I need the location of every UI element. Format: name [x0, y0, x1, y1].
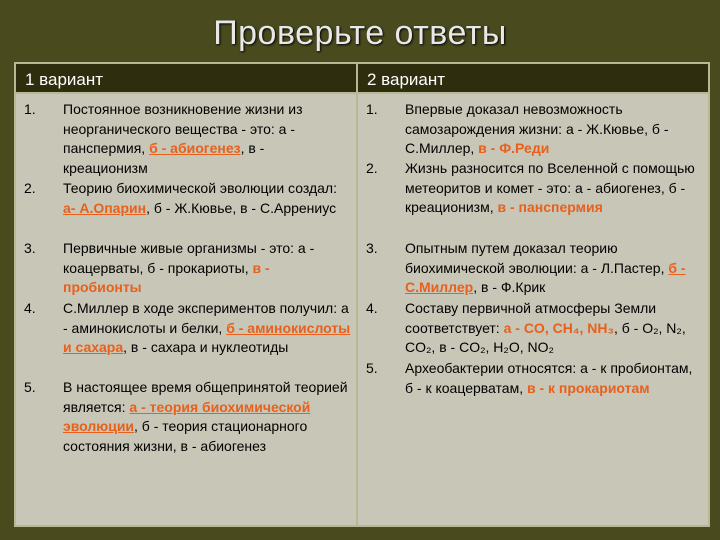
- answers-table: [14, 62, 710, 527]
- question-number: 3.: [24, 240, 36, 256]
- correct-answer: а - теория биохимической эволюции: [63, 398, 311, 435]
- question-text: С.Миллер в ходе экспериментов получил: а - аминокислоты и белки,: [63, 300, 349, 336]
- correct-answer: б - абиогенез: [149, 140, 241, 157]
- correct-answer: в - панспермия: [497, 199, 603, 216]
- question-text: Опытным путем доказал теорию биохимической эволюции: а - Л.Пастер,: [405, 240, 669, 276]
- slide-title: Проверьте ответы: [213, 14, 507, 52]
- question-number: 5.: [24, 379, 36, 395]
- correct-answer: а - CO, CH₄, NH₃: [503, 319, 614, 336]
- question-text: Впервые доказал невозможность самозарождения жизни: а - Ж.Кювье, б - С.Миллер,: [405, 101, 669, 157]
- question-number: 3.: [366, 240, 378, 256]
- variant1-question-4: [16, 299, 352, 358]
- question-text-end: , б - теория стационарного состояния жизни, в - абиогенез: [63, 418, 308, 454]
- question-text: Археобактерии относятся: а - к пробионтам, б - к коацерватам,: [405, 360, 693, 396]
- question-text: Первичные живые организмы - это: а - коацерваты, б - прокариоты,: [63, 240, 315, 276]
- correct-answer: в - пробионты: [63, 259, 270, 296]
- variant1-question-3: [16, 239, 352, 298]
- question-text-end: , б - O₂, N₂, CO₂, в - CO₂, H₂O, NO₂: [405, 319, 686, 356]
- variant1-column: [15, 93, 357, 526]
- question-text: Теорию биохимической эволюции создал:: [63, 180, 337, 196]
- question-text-end: , в - Ф.Крик: [473, 279, 546, 296]
- variant2-question-4: [358, 299, 704, 358]
- question-text: Составу первичной атмосферы Земли соответствует:: [405, 300, 657, 336]
- question-text: Постоянное возникновение жизни из неорганического вещества - это: а - панспермия,: [63, 101, 303, 157]
- correct-answer: в - Ф.Реди: [478, 140, 550, 157]
- question-number: 5.: [366, 360, 378, 376]
- variant1-question-2: [16, 179, 352, 218]
- correct-answer: а- А.Опарин: [63, 199, 147, 216]
- question-number: 2.: [366, 160, 378, 176]
- variant2-question-5: [358, 359, 704, 398]
- question-text: В настоящее время общепринятой теорией является:: [63, 379, 348, 415]
- question-text-end: , б - Ж.Кювье, в - С.Аррениус: [146, 199, 337, 216]
- variant1-question-5: [16, 378, 352, 456]
- variant2-question-1: [358, 100, 704, 159]
- variant1-header: 1 вариант: [15, 63, 357, 93]
- variant2-question-3: [358, 239, 704, 298]
- question-text-end: , в - креационизм: [63, 140, 265, 176]
- variant2-column: [357, 93, 709, 526]
- variant1-question-1: [16, 100, 352, 178]
- variant2-question-2: [358, 159, 704, 218]
- question-number: 4.: [366, 300, 378, 316]
- question-number: 4.: [24, 300, 36, 316]
- question-number: 1.: [24, 101, 36, 117]
- correct-answer: б - аминокислоты и сахара: [63, 319, 351, 356]
- correct-answer: б - С.Миллер: [405, 259, 686, 296]
- correct-answer: в - к прокариотам: [526, 379, 650, 396]
- question-number: 1.: [366, 101, 378, 117]
- question-text: Жизнь разносится по Вселенной с помощью метеоритов и комет - это: а - абиогенез, б - креационизм,: [405, 160, 695, 216]
- question-text-end: , в - сахара и нуклеотиды: [123, 339, 289, 356]
- question-number: 2.: [24, 180, 36, 196]
- variant2-header: 2 вариант: [357, 63, 709, 93]
